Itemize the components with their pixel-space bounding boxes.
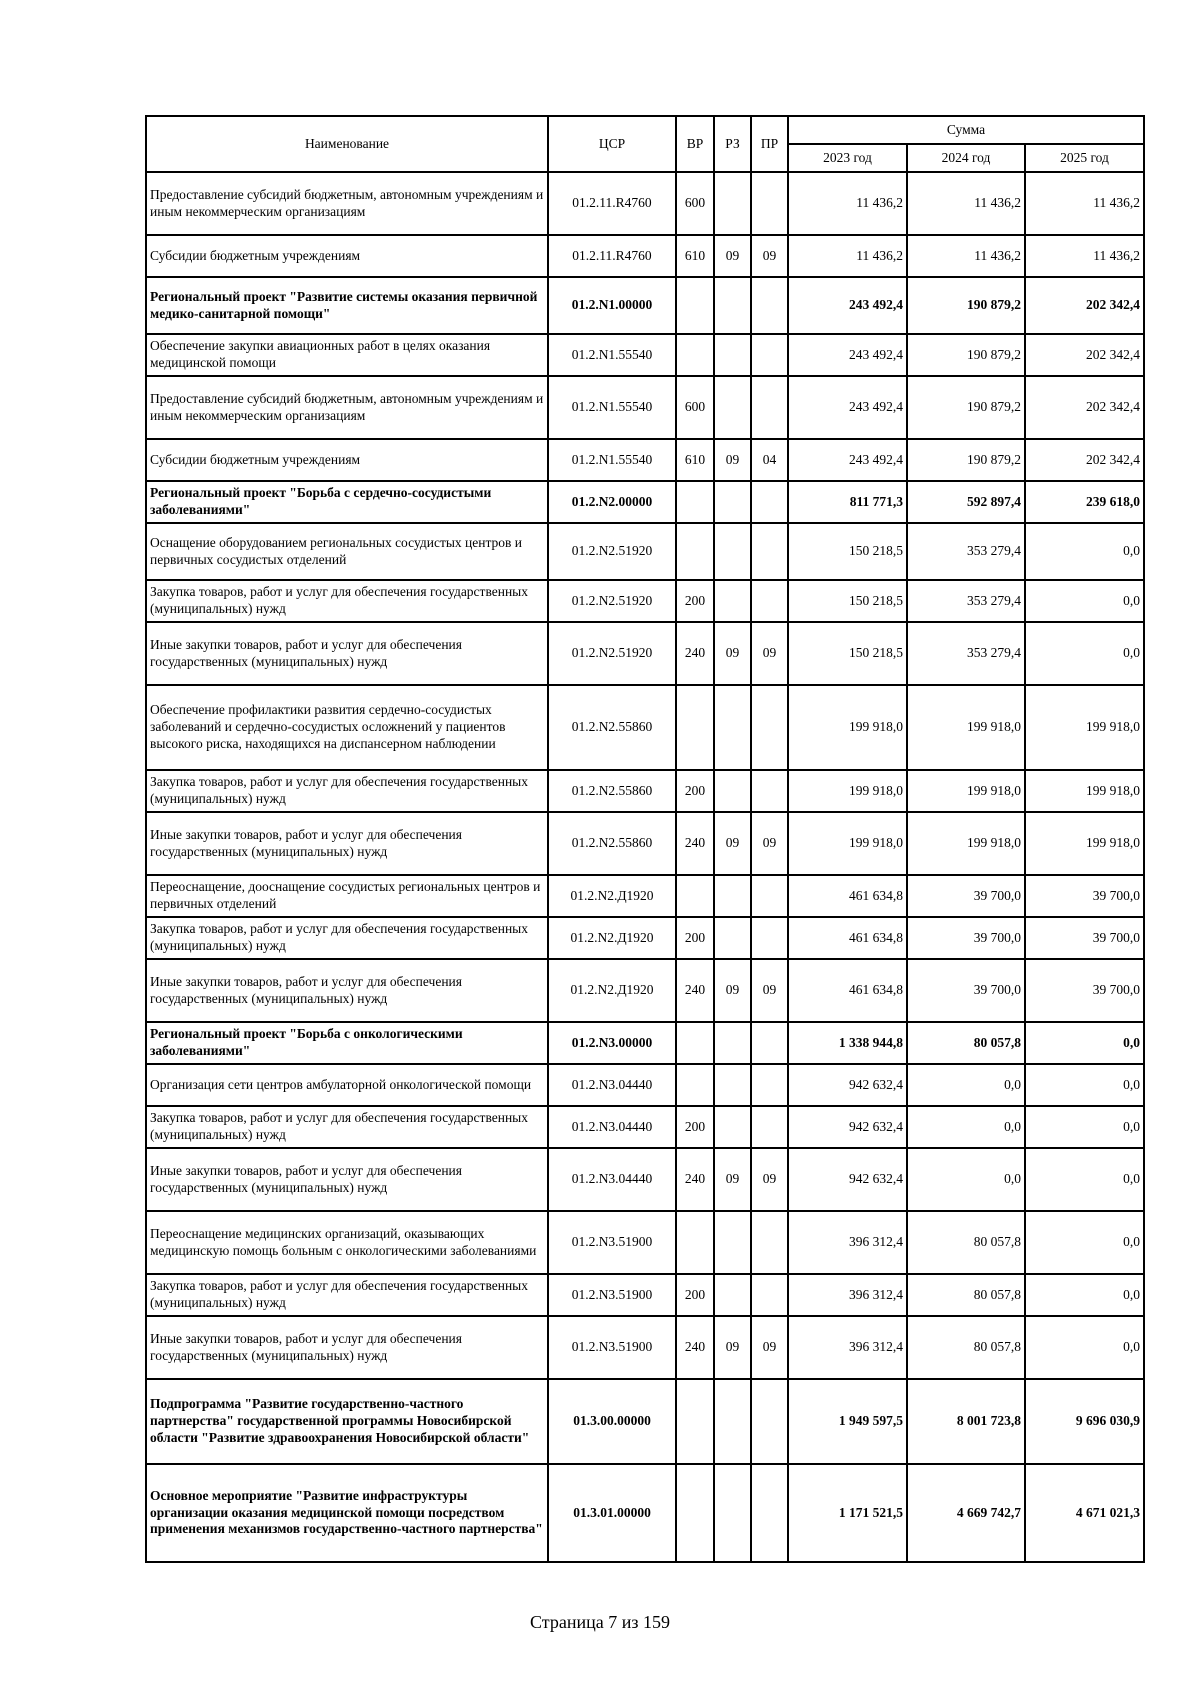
row-name: Региональный проект "Развитие системы оказания первичной медико-санитарной помощи" xyxy=(146,277,548,334)
row-name: Закупка товаров, работ и услуг для обеспечения государственных (муниципальных) нужд xyxy=(146,1106,548,1148)
row-csr: 01.2.N3.04440 xyxy=(548,1064,676,1106)
row-2024: 4 669 742,7 xyxy=(907,1464,1025,1562)
row-2024: 190 879,2 xyxy=(907,277,1025,334)
table-row xyxy=(146,1274,1144,1316)
row-2024: 0,0 xyxy=(907,1064,1025,1106)
row-2024: 80 057,8 xyxy=(907,1316,1025,1379)
row-csr: 01.2.N3.04440 xyxy=(548,1148,676,1211)
row-pr xyxy=(751,685,788,770)
row-csr: 01.2.N3.00000 xyxy=(548,1022,676,1064)
row-pr xyxy=(751,1106,788,1148)
row-2024: 199 918,0 xyxy=(907,770,1025,812)
row-2023: 942 632,4 xyxy=(788,1064,907,1106)
row-pr: 09 xyxy=(751,235,788,277)
row-2024: 0,0 xyxy=(907,1106,1025,1148)
table-row xyxy=(146,481,1144,523)
row-rz: 09 xyxy=(714,812,751,875)
row-2024: 199 918,0 xyxy=(907,685,1025,770)
row-2023: 1 171 521,5 xyxy=(788,1464,907,1562)
row-vr: 610 xyxy=(676,235,714,277)
row-vr: 600 xyxy=(676,172,714,235)
row-2023: 243 492,4 xyxy=(788,277,907,334)
table-row xyxy=(146,277,1144,334)
row-2025: 202 342,4 xyxy=(1025,376,1144,439)
row-2025: 0,0 xyxy=(1025,1211,1144,1274)
table-row xyxy=(146,1379,1144,1464)
row-2024: 353 279,4 xyxy=(907,580,1025,622)
row-2023: 150 218,5 xyxy=(788,622,907,685)
row-vr: 600 xyxy=(676,376,714,439)
page-number: Страница 7 из 159 xyxy=(530,1612,670,1632)
row-vr xyxy=(676,1464,714,1562)
row-2023: 461 634,8 xyxy=(788,875,907,917)
row-2024: 0,0 xyxy=(907,1148,1025,1211)
row-rz xyxy=(714,1379,751,1464)
row-pr xyxy=(751,334,788,376)
row-2025: 199 918,0 xyxy=(1025,812,1144,875)
row-csr: 01.2.N2.51920 xyxy=(548,523,676,580)
row-csr: 01.3.01.00000 xyxy=(548,1464,676,1562)
row-2024: 190 879,2 xyxy=(907,439,1025,481)
row-2023: 150 218,5 xyxy=(788,580,907,622)
row-csr: 01.2.N2.55860 xyxy=(548,685,676,770)
row-name: Переоснащение, дооснащение сосудистых региональных центров и первичных отделений xyxy=(146,875,548,917)
row-name: Предоставление субсидий бюджетным, автономным учреждениям и иным некоммерческим организациям xyxy=(146,172,548,235)
table-row xyxy=(146,439,1144,481)
row-pr xyxy=(751,1211,788,1274)
row-csr: 01.2.N2.51920 xyxy=(548,622,676,685)
row-pr xyxy=(751,481,788,523)
row-2024: 80 057,8 xyxy=(907,1274,1025,1316)
row-2024: 80 057,8 xyxy=(907,1211,1025,1274)
header-sum: Сумма xyxy=(788,116,1144,144)
header-vr: ВР xyxy=(676,116,714,172)
row-name: Иные закупки товаров, работ и услуг для обеспечения государственных (муниципальных) нужд xyxy=(146,812,548,875)
header-csr: ЦСР xyxy=(548,116,676,172)
row-2023: 1 338 944,8 xyxy=(788,1022,907,1064)
header-2025: 2025 год xyxy=(1025,144,1144,172)
row-2025: 11 436,2 xyxy=(1025,172,1144,235)
row-2025: 199 918,0 xyxy=(1025,685,1144,770)
row-csr: 01.2.N3.04440 xyxy=(548,1106,676,1148)
table-row xyxy=(146,1022,1144,1064)
row-2023: 942 632,4 xyxy=(788,1106,907,1148)
row-name: Закупка товаров, работ и услуг для обеспечения государственных (муниципальных) нужд xyxy=(146,917,548,959)
row-2023: 199 918,0 xyxy=(788,685,907,770)
table-row xyxy=(146,334,1144,376)
row-name: Оснащение оборудованием региональных сосудистых центров и первичных сосудистых отделений xyxy=(146,523,548,580)
row-csr: 01.2.N2.55860 xyxy=(548,812,676,875)
row-2024: 11 436,2 xyxy=(907,235,1025,277)
header-2024: 2024 год xyxy=(907,144,1025,172)
row-2023: 199 918,0 xyxy=(788,812,907,875)
row-2024: 190 879,2 xyxy=(907,334,1025,376)
row-pr: 09 xyxy=(751,959,788,1022)
row-2023: 243 492,4 xyxy=(788,376,907,439)
row-rz xyxy=(714,917,751,959)
row-pr: 09 xyxy=(751,1148,788,1211)
table-row xyxy=(146,580,1144,622)
row-name: Субсидии бюджетным учреждениям xyxy=(146,235,548,277)
row-vr: 200 xyxy=(676,1106,714,1148)
row-vr: 240 xyxy=(676,1148,714,1211)
row-vr: 240 xyxy=(676,1316,714,1379)
row-name: Иные закупки товаров, работ и услуг для обеспечения государственных (муниципальных) нужд xyxy=(146,959,548,1022)
row-rz xyxy=(714,1211,751,1274)
table-row xyxy=(146,1211,1144,1274)
row-rz: 09 xyxy=(714,622,751,685)
row-2025: 0,0 xyxy=(1025,1274,1144,1316)
row-rz xyxy=(714,172,751,235)
row-2023: 1 949 597,5 xyxy=(788,1379,907,1464)
row-rz: 09 xyxy=(714,959,751,1022)
row-name: Обеспечение профилактики развития сердечно-сосудистых заболеваний и сердечно-сосудистых осложнений у пациентов высокого риска, находящихся на диспансерном наблюдении xyxy=(146,685,548,770)
row-vr xyxy=(676,523,714,580)
row-pr: 04 xyxy=(751,439,788,481)
row-vr: 200 xyxy=(676,770,714,812)
row-csr: 01.2.N2.51920 xyxy=(548,580,676,622)
row-vr: 200 xyxy=(676,1274,714,1316)
row-pr xyxy=(751,1274,788,1316)
row-csr: 01.2.N2.00000 xyxy=(548,481,676,523)
table-row xyxy=(146,812,1144,875)
row-rz xyxy=(714,580,751,622)
row-csr: 01.2.N2.Д1920 xyxy=(548,917,676,959)
table-row xyxy=(146,235,1144,277)
row-rz xyxy=(714,1022,751,1064)
row-2023: 461 634,8 xyxy=(788,917,907,959)
row-2025: 0,0 xyxy=(1025,1316,1144,1379)
table-row xyxy=(146,1464,1144,1562)
row-2025: 0,0 xyxy=(1025,1064,1144,1106)
row-rz xyxy=(714,1106,751,1148)
row-2025: 11 436,2 xyxy=(1025,235,1144,277)
row-2024: 190 879,2 xyxy=(907,376,1025,439)
row-pr xyxy=(751,917,788,959)
row-pr xyxy=(751,1064,788,1106)
row-vr: 200 xyxy=(676,580,714,622)
row-name: Закупка товаров, работ и услуг для обеспечения государственных (муниципальных) нужд xyxy=(146,1274,548,1316)
row-pr xyxy=(751,875,788,917)
row-csr: 01.2.N3.51900 xyxy=(548,1316,676,1379)
table-row xyxy=(146,1316,1144,1379)
row-2025: 0,0 xyxy=(1025,1106,1144,1148)
row-pr xyxy=(751,523,788,580)
row-name: Субсидии бюджетным учреждениям xyxy=(146,439,548,481)
row-2025: 39 700,0 xyxy=(1025,875,1144,917)
header-pr: ПР xyxy=(751,116,788,172)
row-2024: 39 700,0 xyxy=(907,959,1025,1022)
row-name: Закупка товаров, работ и услуг для обеспечения государственных (муниципальных) нужд xyxy=(146,580,548,622)
row-2024: 353 279,4 xyxy=(907,622,1025,685)
budget-table xyxy=(145,115,1145,1563)
row-2024: 8 001 723,8 xyxy=(907,1379,1025,1464)
row-name: Обеспечение закупки авиационных работ в целях оказания медицинской помощи xyxy=(146,334,548,376)
row-2023: 11 436,2 xyxy=(788,172,907,235)
row-pr xyxy=(751,172,788,235)
table-row xyxy=(146,1148,1144,1211)
header-name: Наименование xyxy=(146,116,548,172)
row-2023: 199 918,0 xyxy=(788,770,907,812)
row-name: Переоснащение медицинских организаций, оказывающих медицинскую помощь больным с онкологическими заболеваниями xyxy=(146,1211,548,1274)
row-2024: 39 700,0 xyxy=(907,917,1025,959)
row-rz xyxy=(714,770,751,812)
row-2025: 0,0 xyxy=(1025,1148,1144,1211)
row-rz: 09 xyxy=(714,439,751,481)
row-rz: 09 xyxy=(714,1148,751,1211)
table-row xyxy=(146,959,1144,1022)
table-row xyxy=(146,622,1144,685)
row-vr xyxy=(676,277,714,334)
row-vr: 240 xyxy=(676,622,714,685)
row-name: Подпрограмма "Развитие государственно-частного партнерства" государственной программы Новосибирской области "Развитие здравоохранения Новосибирской области" xyxy=(146,1379,548,1464)
row-csr: 01.2.N3.51900 xyxy=(548,1211,676,1274)
table-body xyxy=(146,172,1144,1562)
row-2025: 39 700,0 xyxy=(1025,959,1144,1022)
row-2025: 0,0 xyxy=(1025,523,1144,580)
row-pr xyxy=(751,1379,788,1464)
row-rz: 09 xyxy=(714,235,751,277)
row-2025: 202 342,4 xyxy=(1025,439,1144,481)
row-rz xyxy=(714,875,751,917)
row-csr: 01.2.N2.Д1920 xyxy=(548,959,676,1022)
row-csr: 01.2.N2.55860 xyxy=(548,770,676,812)
row-name: Закупка товаров, работ и услуг для обеспечения государственных (муниципальных) нужд xyxy=(146,770,548,812)
row-rz: 09 xyxy=(714,1316,751,1379)
row-2023: 243 492,4 xyxy=(788,439,907,481)
row-name: Региональный проект "Борьба с сердечно-сосудистыми заболеваниями" xyxy=(146,481,548,523)
row-rz xyxy=(714,376,751,439)
row-2024: 353 279,4 xyxy=(907,523,1025,580)
row-pr: 09 xyxy=(751,1316,788,1379)
row-2023: 811 771,3 xyxy=(788,481,907,523)
row-pr xyxy=(751,580,788,622)
row-rz xyxy=(714,334,751,376)
row-vr xyxy=(676,1379,714,1464)
row-2023: 11 436,2 xyxy=(788,235,907,277)
row-rz xyxy=(714,1274,751,1316)
row-2024: 592 897,4 xyxy=(907,481,1025,523)
row-name: Иные закупки товаров, работ и услуг для обеспечения государственных (муниципальных) нужд xyxy=(146,1148,548,1211)
row-2025: 0,0 xyxy=(1025,580,1144,622)
row-rz xyxy=(714,481,751,523)
row-2025: 202 342,4 xyxy=(1025,334,1144,376)
row-2025: 239 618,0 xyxy=(1025,481,1144,523)
row-rz xyxy=(714,1464,751,1562)
row-pr: 09 xyxy=(751,622,788,685)
row-2025: 39 700,0 xyxy=(1025,917,1144,959)
row-2025: 4 671 021,3 xyxy=(1025,1464,1144,1562)
row-2024: 199 918,0 xyxy=(907,812,1025,875)
row-vr xyxy=(676,685,714,770)
row-pr xyxy=(751,770,788,812)
row-name: Региональный проект "Борьба с онкологическими заболеваниями" xyxy=(146,1022,548,1064)
row-2025: 0,0 xyxy=(1025,622,1144,685)
row-name: Иные закупки товаров, работ и услуг для обеспечения государственных (муниципальных) нужд xyxy=(146,622,548,685)
row-csr: 01.2.N2.Д1920 xyxy=(548,875,676,917)
row-vr xyxy=(676,875,714,917)
row-csr: 01.2.N1.55540 xyxy=(548,439,676,481)
row-2023: 396 312,4 xyxy=(788,1211,907,1274)
row-2023: 396 312,4 xyxy=(788,1316,907,1379)
row-csr: 01.2.N3.51900 xyxy=(548,1274,676,1316)
table-row xyxy=(146,1064,1144,1106)
row-rz xyxy=(714,1064,751,1106)
row-rz xyxy=(714,685,751,770)
row-vr xyxy=(676,481,714,523)
row-vr: 610 xyxy=(676,439,714,481)
table-row xyxy=(146,376,1144,439)
row-pr xyxy=(751,1464,788,1562)
row-pr xyxy=(751,277,788,334)
table-row xyxy=(146,685,1144,770)
table-row xyxy=(146,1106,1144,1148)
header-2023: 2023 год xyxy=(788,144,907,172)
table-row xyxy=(146,523,1144,580)
table-row xyxy=(146,917,1144,959)
row-vr: 240 xyxy=(676,812,714,875)
row-2023: 396 312,4 xyxy=(788,1274,907,1316)
row-vr: 240 xyxy=(676,959,714,1022)
table-row xyxy=(146,172,1144,235)
row-csr: 01.2.N1.00000 xyxy=(548,277,676,334)
row-csr: 01.2.11.R4760 xyxy=(548,235,676,277)
row-vr xyxy=(676,1022,714,1064)
row-2023: 243 492,4 xyxy=(788,334,907,376)
row-rz xyxy=(714,277,751,334)
row-csr: 01.2.N1.55540 xyxy=(548,334,676,376)
row-2024: 39 700,0 xyxy=(907,875,1025,917)
row-pr xyxy=(751,1022,788,1064)
row-2023: 942 632,4 xyxy=(788,1148,907,1211)
row-vr xyxy=(676,1211,714,1274)
row-rz xyxy=(714,523,751,580)
row-name: Организация сети центров амбулаторной онкологической помощи xyxy=(146,1064,548,1106)
row-2025: 199 918,0 xyxy=(1025,770,1144,812)
row-csr: 01.2.N1.55540 xyxy=(548,376,676,439)
row-2023: 461 634,8 xyxy=(788,959,907,1022)
row-vr xyxy=(676,334,714,376)
header-rz: РЗ xyxy=(714,116,751,172)
row-pr xyxy=(751,376,788,439)
row-name: Предоставление субсидий бюджетным, автономным учреждениям и иным некоммерческим организациям xyxy=(146,376,548,439)
row-vr xyxy=(676,1064,714,1106)
row-2024: 11 436,2 xyxy=(907,172,1025,235)
row-csr: 01.3.00.00000 xyxy=(548,1379,676,1464)
row-csr: 01.2.11.R4760 xyxy=(548,172,676,235)
table-row xyxy=(146,875,1144,917)
row-2025: 202 342,4 xyxy=(1025,277,1144,334)
row-pr: 09 xyxy=(751,812,788,875)
row-2024: 80 057,8 xyxy=(907,1022,1025,1064)
row-2023: 150 218,5 xyxy=(788,523,907,580)
row-name: Основное мероприятие "Развитие инфраструктуры организации оказания медицинской помощи посредством применения механизмов государственно-частного партнерства" xyxy=(146,1464,548,1562)
row-vr: 200 xyxy=(676,917,714,959)
row-2025: 0,0 xyxy=(1025,1022,1144,1064)
row-2025: 9 696 030,9 xyxy=(1025,1379,1144,1464)
row-name: Иные закупки товаров, работ и услуг для обеспечения государственных (муниципальных) нужд xyxy=(146,1316,548,1379)
table-row xyxy=(146,770,1144,812)
